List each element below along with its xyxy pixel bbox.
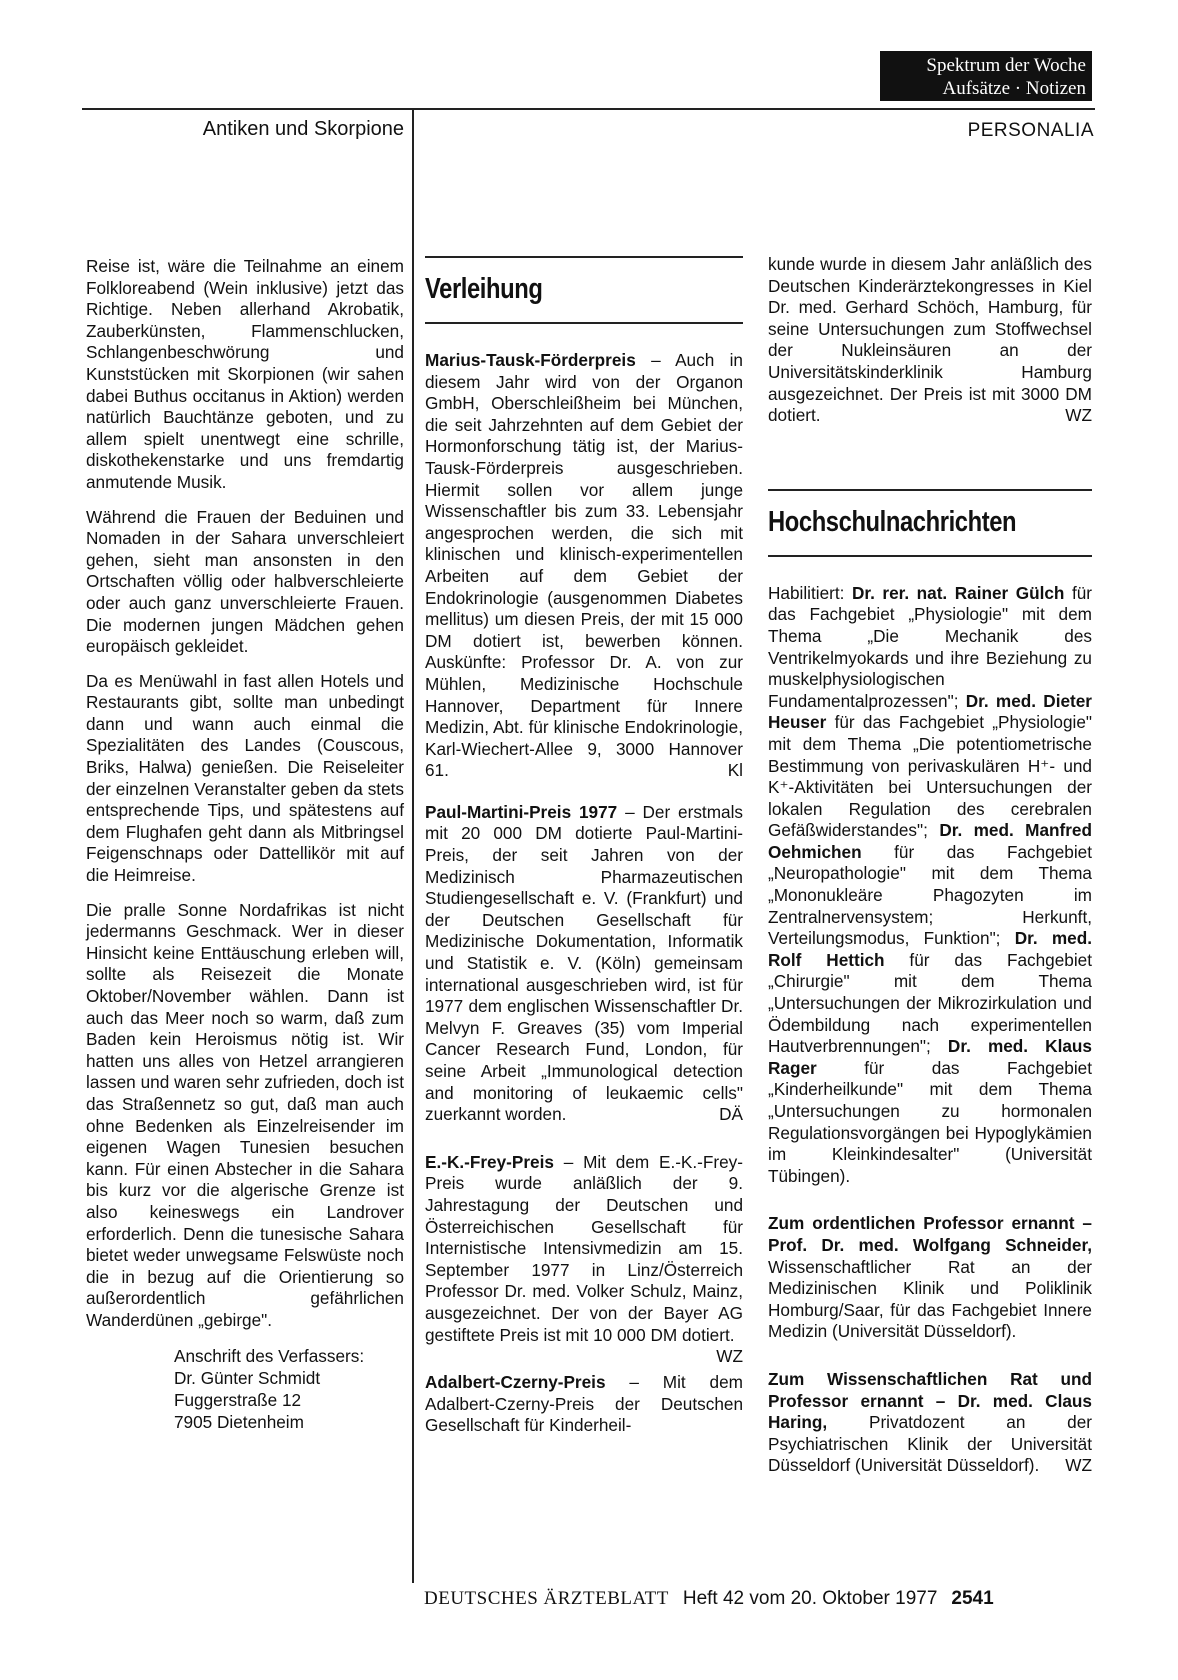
habilitation-entry [768, 583, 1092, 1188]
address-line: 7905 Dietenheim [174, 1411, 304, 1432]
appointment-entry [768, 1369, 1092, 1477]
person-name: Dr. med. Manfred Oehmichen [768, 820, 1092, 862]
paragraph-continued [768, 254, 1092, 427]
text: für das Fachgebiet „Neuropathologie" mit dem Thema „Mononukleäre Phagozyten im Zentralnervensystem; Herkunft, Verteilungsmodus, Funktion"; [768, 841, 1092, 949]
section-title-hochschulnachrichten: Hochschulnachrichten [768, 505, 1017, 538]
award-text: – Mit dem E.-K.-Frey-Preis wurde anläßlich der 9. Jahrestagung der Deutschen und Österreichischen Gesellschaft für Internistische Intensivmedizin am 15. September 1977 in Linz/Österreich Professor Dr. med. Volker Schulz, Mainz, ausgezeichnet. Der von der Bayer AG gestiftete Preis ist mit 10 000 DM dotiert. [425, 1151, 743, 1345]
author-initials: DÄ [719, 1104, 743, 1125]
text: für das Fachgebiet „Physiologie" mit dem Thema „Die Mechanik des Ventrikelmyokards und ihre Beziehung zu muskelphysiologischen Fundamentalprozessen"; [768, 582, 1093, 711]
section-rule [768, 489, 1092, 491]
award-name: Adalbert-Czerny-Preis [425, 1372, 606, 1393]
appointment-lead: Zum ordentlichen Professor ernannt – Prof. Dr. med. Wolfgang Schneider, [768, 1213, 1092, 1255]
award-text: – Mit dem Adalbert-Czerny-Preis der Deutschen Gesellschaft für Kinderheil- [425, 1372, 743, 1436]
person-name: Dr. med. Klaus Rager [768, 1036, 1092, 1078]
award-name: Paul-Martini-Preis 1977 [425, 801, 618, 822]
author-initials: WZ [1065, 1455, 1092, 1476]
journal-name: DEUTSCHES ÄRZTEBLATT [424, 1588, 669, 1609]
appointment-entry [768, 1213, 1092, 1343]
continued-text: kunde wurde in diesem Jahr anläßlich des Deutschen Kinderärztekongresses in Kiel Dr. med. Gerhard Schöch, Hamburg, für seine Untersuchungen zum Stoffwechsel der Nukleinsäuren an der Universitätskinderklinik Hamburg ausgezeichnet. Der Preis ist mit 3000 DM dotiert. [768, 254, 1092, 426]
section-rule [425, 322, 743, 324]
column-divider [412, 108, 414, 1583]
text: für das Fachgebiet „Chirurgie" mit dem Thema „Untersuchungen der Mikrozirkulation und Ödembildung nach experimentellen Hautverbrennungen"; [768, 949, 1092, 1057]
address-line: Dr. Günter Schmidt [174, 1367, 321, 1388]
award-name: E.-K.-Frey-Preis [425, 1151, 554, 1172]
appointment-lead: Zum Wissenschaftlichen Rat und Professor ernannt – Dr. med. Claus Haring, [768, 1368, 1092, 1433]
column-left [86, 256, 404, 1433]
author-initials: WZ [1065, 405, 1092, 426]
running-head-left: Antiken und Skorpione [202, 118, 404, 140]
award-entry [425, 350, 743, 782]
text: Wissenschaftlicher Rat an der Medizinischen Klinik und Poliklinik Homburg/Saar, für das Fachgebiet Innere Medizin (Universität Düsseldorf). [768, 1256, 1092, 1342]
author-initials: WZ [716, 1346, 743, 1367]
paragraph: Während die Frauen der Beduinen und Nomaden in der Sahara unverschleiert gehen, sieht man ansonsten in den Ortschaften völlig oder halbverschleierte oder auch ganz unverschleierte Frauen. Die modernen jungen Mädchen gehen europäisch gekleidet. [86, 506, 404, 657]
badge-line-2: Aufsätze · Notizen [942, 78, 1086, 99]
paragraph: Reise ist, wäre die Teilnahme an einem Folkloreabend (Wein inklusive) jetzt das Richtige. Neben allerhand Akrobatik, Zauberkünsten, Flammenschlucken, Schlangenbeschwörung und Kunststücken mit Skorpionen (wir sahen dabei Buthus occitanus in Aktion) werden natürlich Bauchtänze geboten, und zu allem spielt unentwegt eine schrille, diskothekenstarke und uns fremdartig anmutende Musik. [86, 256, 404, 492]
text: Privatdozent an der Psychiatrischen Klinik der Universität Düsseldorf (Universität Düsseldorf). [768, 1412, 1092, 1476]
header-rule [82, 108, 1095, 110]
award-entry [425, 1151, 743, 1367]
text: für das Fachgebiet „Kinderheilkunde" mit dem Thema „Untersuchungen zu hormonalen Regulationsvorgängen bei Hypoglykämien im Kleinkindesalter" (Universität Tübingen). [768, 1057, 1092, 1186]
award-text: – Auch in diesem Jahr wird von der Organon GmbH, Oberschleißheim bei München, die seit Jahrzehnten auf dem Gebiet der Hormonforschung tätig ist, der Marius-Tausk-Förderpreis ausgeschrieben. Hiermit sollen vor allem junge Wissenschaftler bis zum 33. Lebensjahr angesprochen werden, die sich mit klinischen und klinisch-experimentellen Arbeiten auf dem Gebiet der Endokrinologie (ausgenommen Diabetes mellitus) um diesen Preis, der mit 15 000 DM dotiert ist, bewerben können. Auskünfte: Professor Dr. A. von zur Mühlen, Medizinische Hochschule Hannover, Department für Innere Medizin, Abt. für klinische Endokrinologie, Karl-Wiechert-Allee 9, 3000 Hannover 61. [425, 350, 743, 781]
section-badge [880, 51, 1092, 101]
author-initials: Kl [727, 760, 743, 781]
page-number: 2541 [951, 1588, 994, 1609]
paragraph: Die pralle Sonne Nordafrikas ist nicht jedermanns Geschmack. Wer in dieser Hinsicht keine Enttäuschung erleben will, sollte als Reisezeit die Monate Oktober/November wählen. Dann ist auch das Meer noch so warm, daß zum Baden kein Heroismus nötig ist. Wir hatten uns alles von Hetzel arrangieren lassen und waren sehr zufrieden, doch ist das Straßennetz so gut, daß man auch ohne Bedenken als Einzelreisender im eigenen Wagen Tunesien besuchen kann. Für einen Abstecher in die Sahara bis kurz vor die algerische Grenze ist also keineswegs ein Landrover erforderlich. Denn die tunesische Sahara bietet weder unwegsame Felswüste noch die in bezug auf die Orientierung so außerordentlich gefährlichen Wanderdünen „gebirge". [86, 899, 404, 1330]
award-entry [425, 802, 743, 1126]
section-title-verleihung: Verleihung [425, 273, 543, 305]
person-name: Dr. med. Rolf Hettich [768, 928, 1092, 970]
person-name: Dr. rer. nat. Rainer Gülch [851, 582, 1065, 603]
column-middle [425, 256, 743, 1450]
section-rule [425, 256, 743, 258]
author-address [86, 1345, 404, 1433]
paragraph: Da es Menüwahl in fast allen Hotels und Restaurants gibt, sollte man unbedingt dann und wann auch einmal die Spezialitäten des Landes (Couscous, Briks, Halwa) genießen. Die Reiseleiter der einzelnen Veranstalter geben da stets entsprechende Tips, und spätestens auf dem Flughafen geht dann als Mitbringsel Feigenschnaps oder Dattellikör mit auf die Heimreise. [86, 670, 404, 886]
award-name: Marius-Tausk-Förderpreis [425, 350, 636, 370]
address-line: Fuggerstraße 12 [174, 1389, 302, 1410]
column-right [768, 254, 1092, 1490]
issue-info: Heft 42 vom 20. Oktober 1977 [682, 1588, 938, 1609]
running-head-right: PERSONALIA [967, 120, 1094, 141]
text: für das Fachgebiet „Physiologie" mit dem Thema „Die potentiometrische Bestimmung von perivaskulären H⁺- und K⁺-Aktivitäten bei Untersuchungen der lokalen Regulation des cerebralen Gefäßwiderstandes"; [768, 712, 1092, 841]
award-entry [425, 1372, 743, 1437]
address-line: Anschrift des Verfassers: [174, 1345, 365, 1366]
person-name: Dr. med. Dieter Heuser [768, 690, 1092, 733]
award-text: – Der erstmals mit 20 000 DM dotierte Paul-Martini-Preis, der seit Jahren von der Medizinisch Pharmazeutischen Studiengesellschaft e. V. (Frankfurt) und der Deutschen Gesellschaft für Medizinische Dokumentation, Informatik und Statistik e. V. (Köln) gemeinsam international ausgeschrieben wird, ist für 1977 dem englischen Wissenschaftler Dr. Melvyn F. Greaves (35) vom Imperial Cancer Research Fund, London, für seine Arbeit „Immunological detection and monitoring of leukaemic cells" zuerkannt worden. [425, 801, 743, 1125]
badge-line-1: Spektrum der Woche [926, 55, 1086, 76]
text: Habilitiert: [768, 582, 852, 603]
section-rule [768, 555, 1092, 557]
page-footer [424, 1588, 1092, 1610]
